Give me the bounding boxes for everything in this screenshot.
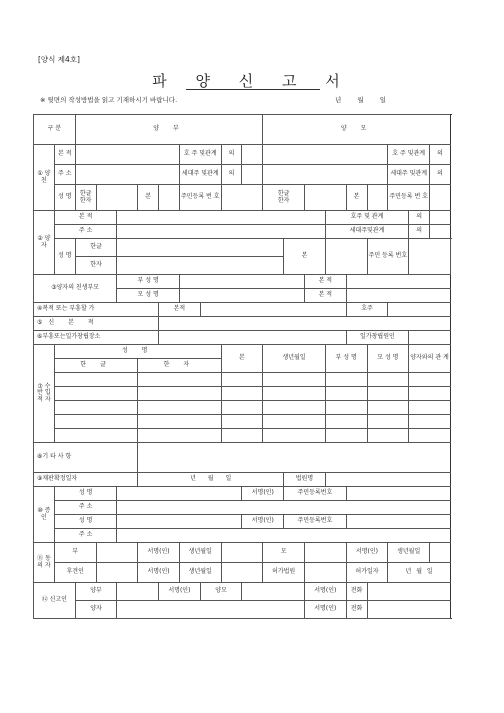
s7-row2-birth[interactable]: [263, 387, 326, 401]
s11-mother-sign[interactable]: 서명(인): [346, 543, 388, 563]
s3-mother-input[interactable]: [179, 289, 304, 303]
s2-hangul-label: 한글: [75, 239, 117, 257]
section5-label: ⑤신 본 적: [34, 317, 159, 331]
s10-juso1-label: 주 소: [54, 501, 117, 515]
s10-name2-label: 성 명: [54, 515, 117, 529]
s2-bonjeok-label: 본 적: [54, 211, 117, 225]
s7-father-label: 부 성 명: [325, 345, 367, 373]
s2-juso-input[interactable]: [117, 225, 325, 239]
s12-yangja-sign[interactable]: 서명(인): [304, 601, 346, 619]
s2-rrn-input[interactable]: [409, 239, 451, 275]
s6-place-input[interactable]: [159, 331, 347, 345]
s1-mother-hangul-hanja: 한글 한자: [263, 185, 305, 211]
s7-row4-birth[interactable]: [263, 415, 326, 429]
s1-father-hoju-input[interactable]: [242, 145, 263, 165]
s7-row1-birth[interactable]: [263, 373, 326, 387]
s1-father-ui: 의: [221, 145, 242, 165]
s2-hanja-label: 한자: [75, 257, 117, 275]
s7-row5-relation[interactable]: [409, 429, 451, 443]
section4-label: ④복적 또는 부흥할 가: [34, 303, 159, 317]
s1-father-rrn-label: 주민등록 번 호: [179, 185, 221, 211]
s7-row5-father[interactable]: [325, 429, 367, 443]
section8-label: ⑧기 타 사 항: [34, 443, 138, 473]
s7-row3-hanja[interactable]: [138, 401, 221, 415]
s11-father-birth-input[interactable]: [221, 543, 263, 563]
s12-phone1-input[interactable]: [367, 583, 450, 601]
s7-row5-hangul[interactable]: [54, 429, 137, 443]
s1-mother-name-input[interactable]: [304, 185, 346, 211]
s3-mother-label: 모 성 명: [117, 289, 180, 303]
s7-hanja-label: 한 자: [138, 359, 221, 373]
s4-bonjeok-input[interactable]: [200, 303, 346, 317]
s10-rrn2-input[interactable]: [346, 515, 450, 529]
s7-row4-father[interactable]: [325, 415, 367, 429]
s12-yangja-label: 양자: [75, 601, 117, 619]
s7-row2-father[interactable]: [325, 387, 367, 401]
s7-row3-father[interactable]: [325, 401, 367, 415]
s2-hanja-input[interactable]: [117, 257, 284, 275]
s11-guardian-label: 후견인: [54, 563, 96, 583]
s7-row1-bon[interactable]: [221, 373, 263, 387]
s7-row1-relation[interactable]: [409, 373, 451, 387]
s7-row1-hanja[interactable]: [138, 373, 221, 387]
s10-rrn1-label: 주민등록번호: [284, 487, 347, 501]
s1-name-label: 성 명: [54, 185, 75, 211]
section10-label: ⑩ 증 인: [34, 487, 55, 543]
s1-father-sedae-input[interactable]: [242, 165, 263, 185]
section2-label: ② 양 자: [34, 211, 55, 275]
s7-row2-hangul[interactable]: [54, 387, 137, 401]
s1-mother-juso-input[interactable]: [263, 165, 388, 185]
s12-yangja-input[interactable]: [117, 601, 305, 619]
s2-bonjeok-input[interactable]: [117, 211, 325, 225]
s1-father-rrn-input[interactable]: [221, 185, 263, 211]
s3-mother-bonjeok-input[interactable]: [346, 289, 450, 303]
s1-mother-rrn-input[interactable]: [430, 185, 451, 211]
s7-row5-bon[interactable]: [221, 429, 263, 443]
s3-father-input[interactable]: [179, 275, 304, 289]
s1-father-bonjeok-input[interactable]: [75, 145, 179, 165]
s4-bonjeok-label: 본적: [159, 303, 201, 317]
s11-mother-birth-label: 생년월일: [388, 543, 430, 563]
s7-row3-birth[interactable]: [263, 401, 326, 415]
page-title: 파 양 신 고 서: [152, 72, 352, 90]
s5-input[interactable]: [159, 317, 451, 331]
s1-father-hoju-label: 호 주 및관계: [179, 145, 221, 165]
s2-sedae-ui: 의: [409, 225, 430, 239]
s8-input[interactable]: [138, 443, 451, 473]
s12-yangmo-input[interactable]: [242, 583, 305, 601]
s7-row5-birth[interactable]: [263, 429, 326, 443]
s7-row3-hangul[interactable]: [54, 401, 137, 415]
header-category: 구 분: [34, 115, 76, 145]
header-father: 양 부: [75, 115, 263, 145]
s2-hoju-input[interactable]: [430, 211, 451, 225]
s7-row2-bon[interactable]: [221, 387, 263, 401]
s12-yangbu-label: 양부: [75, 583, 117, 601]
s9-date[interactable]: 년 월 일: [138, 473, 284, 487]
s11-father-label: 부: [54, 543, 96, 563]
s1-mother-ui: 의: [430, 145, 451, 165]
s1-father-juso-input[interactable]: [75, 165, 179, 185]
s1-father-hangul-hanja: 한글 한자: [75, 185, 96, 211]
s7-row4-hangul[interactable]: [54, 415, 137, 429]
s7-row2-relation[interactable]: [409, 387, 451, 401]
section9-label: ⑨재판확정일자: [34, 473, 138, 487]
s11-father-input[interactable]: [96, 543, 138, 563]
s7-relation-label: 양자와의 관 계: [409, 345, 451, 373]
s7-row5-hanja[interactable]: [138, 429, 221, 443]
s7-row2-hanja[interactable]: [138, 387, 221, 401]
s7-hangul-label: 한 글: [54, 359, 137, 373]
title-underline: [186, 89, 320, 90]
s3-father-label: 부 성 명: [117, 275, 180, 289]
s2-name-label: 성 명: [54, 239, 75, 275]
s7-row4-relation[interactable]: [409, 415, 451, 429]
report-date: 년 월 일: [335, 96, 386, 104]
s2-bon-label: 본: [284, 239, 326, 275]
s7-row4-hanja[interactable]: [138, 415, 221, 429]
s11-permit-date[interactable]: 년 월 일: [388, 563, 451, 583]
s10-juso1-input[interactable]: [117, 501, 451, 515]
s9-court-label: 법원명: [284, 473, 326, 487]
header-mother: 양 모: [263, 115, 451, 145]
s11-guardian-input[interactable]: [96, 563, 138, 583]
adoption-dissolution-form: [33, 114, 451, 619]
s6-date-label: 일가창립원인: [346, 331, 409, 345]
s2-hoju-label: 호주 및 관계: [325, 211, 408, 225]
s7-bon-label: 본: [221, 345, 263, 373]
s1-bonjeok-label: 본 적: [54, 145, 75, 165]
s1-father-sedae-ui: 의: [221, 165, 242, 185]
s1-mother-bonjeok-input[interactable]: [263, 145, 388, 165]
s2-hoju-ui: 의: [409, 211, 430, 225]
s10-name2-input[interactable]: [117, 515, 242, 529]
s12-yangbu-sign[interactable]: 서명(인): [159, 583, 201, 601]
s1-juso-label: 주 소: [54, 165, 75, 185]
section7-label: ⑦ 수 반 입 적 자: [34, 345, 55, 443]
notice-text: ※ 뒷면의 작성방법을 읽고 기재하시기 바랍니다.: [40, 96, 178, 104]
form-number: [양식 제4호]: [38, 55, 80, 64]
s7-row3-relation[interactable]: [409, 401, 451, 415]
s7-row4-mother[interactable]: [367, 415, 409, 429]
section6-label: ⑥부흥또는일가창립장소: [34, 331, 159, 345]
s11-father-birth-label: 생년월일: [179, 543, 221, 563]
s3-father-bonjeok-label: 본 적: [304, 275, 346, 289]
s7-mother-label: 모 성 명: [367, 345, 409, 373]
s7-name-label: 성 명: [54, 345, 221, 359]
s10-name1-label: 성 명: [54, 487, 117, 501]
section3-label: ③양자의 친생부모: [34, 275, 117, 303]
s1-father-name-input[interactable]: [96, 185, 138, 211]
s1-father-bon-input[interactable]: [159, 185, 180, 211]
s6-date-input[interactable]: [409, 331, 451, 345]
s1-mother-hoju-label: 호 주 및관계: [388, 145, 430, 165]
s12-yangmo-sign[interactable]: 서명(인): [304, 583, 346, 601]
s12-yangmo-label: 양모: [200, 583, 242, 601]
s1-mother-bon-input[interactable]: [367, 185, 388, 211]
s9-court-input[interactable]: [325, 473, 450, 487]
s7-row4-bon[interactable]: [221, 415, 263, 429]
s7-row1-father[interactable]: [325, 373, 367, 387]
s10-sign1[interactable]: 서명(인): [242, 487, 284, 501]
s10-juso2-input[interactable]: [117, 529, 451, 543]
s10-rrn1-input[interactable]: [346, 487, 450, 501]
section1-label: ① 양 친: [34, 145, 55, 211]
s1-father-bon: 본: [138, 185, 159, 211]
s1-mother-rrn-label: 주민등록 번 호: [388, 185, 430, 211]
s10-juso2-label: 주 소: [54, 529, 117, 543]
s11-permit-court-label: 허가법원: [263, 563, 305, 583]
s4-hoju-label: 호주: [346, 303, 388, 317]
s11-father-sign[interactable]: 서명(인): [138, 543, 180, 563]
s12-phone2-label: 전화: [346, 601, 367, 619]
s7-row1-hangul[interactable]: [54, 373, 137, 387]
s7-row1-mother[interactable]: [367, 373, 409, 387]
section12-label: ⑫ 신고인: [34, 583, 76, 619]
s7-row3-mother[interactable]: [367, 401, 409, 415]
s11-mother-birth-input[interactable]: [430, 543, 451, 563]
s1-mother-sedae-ui: 의: [430, 165, 451, 185]
s12-yangbu-input[interactable]: [117, 583, 159, 601]
s1-mother-sedae-label: 세대주 및관계: [388, 165, 430, 185]
s12-phone1-label: 전화: [346, 583, 367, 601]
s2-rrn-label: 주민 등록 번호: [367, 239, 409, 275]
s2-sedae-label: 세대주및관계: [325, 225, 408, 239]
s11-guardian-birth-input[interactable]: [221, 563, 263, 583]
s7-row3-bon[interactable]: [221, 401, 263, 415]
s11-guardian-sign[interactable]: 서명(인): [138, 563, 180, 583]
s7-row2-mother[interactable]: [367, 387, 409, 401]
s12-phone2-input[interactable]: [367, 601, 450, 619]
section11-label: ⑪ 동 의 자: [34, 543, 55, 583]
s11-permit-court-input[interactable]: [304, 563, 346, 583]
s7-row5-mother[interactable]: [367, 429, 409, 443]
s2-juso-label: 주 소: [54, 225, 117, 239]
s3-father-bonjeok-input[interactable]: [346, 275, 450, 289]
s2-bon-input[interactable]: [325, 239, 367, 275]
s10-rrn2-label: 주민등록번호: [284, 515, 347, 529]
s4-hoju-input[interactable]: [388, 303, 451, 317]
s3-mother-bonjeok-label: 본 적: [304, 289, 346, 303]
s11-mother-input[interactable]: [304, 543, 346, 563]
s10-name1-input[interactable]: [117, 487, 242, 501]
s7-birth-label: 생년월일: [263, 345, 326, 373]
s11-guardian-birth-label: 생년월일: [179, 563, 221, 583]
s2-sedae-input[interactable]: [430, 225, 451, 239]
s1-father-sedae-label: 세대주 및관계: [179, 165, 221, 185]
s11-permit-date-label: 허가일자: [346, 563, 388, 583]
s10-sign2[interactable]: 서명(인): [242, 515, 284, 529]
s2-hangul-input[interactable]: [117, 239, 284, 257]
s11-mother-label: 모: [263, 543, 305, 563]
s1-mother-bon: 본: [346, 185, 367, 211]
